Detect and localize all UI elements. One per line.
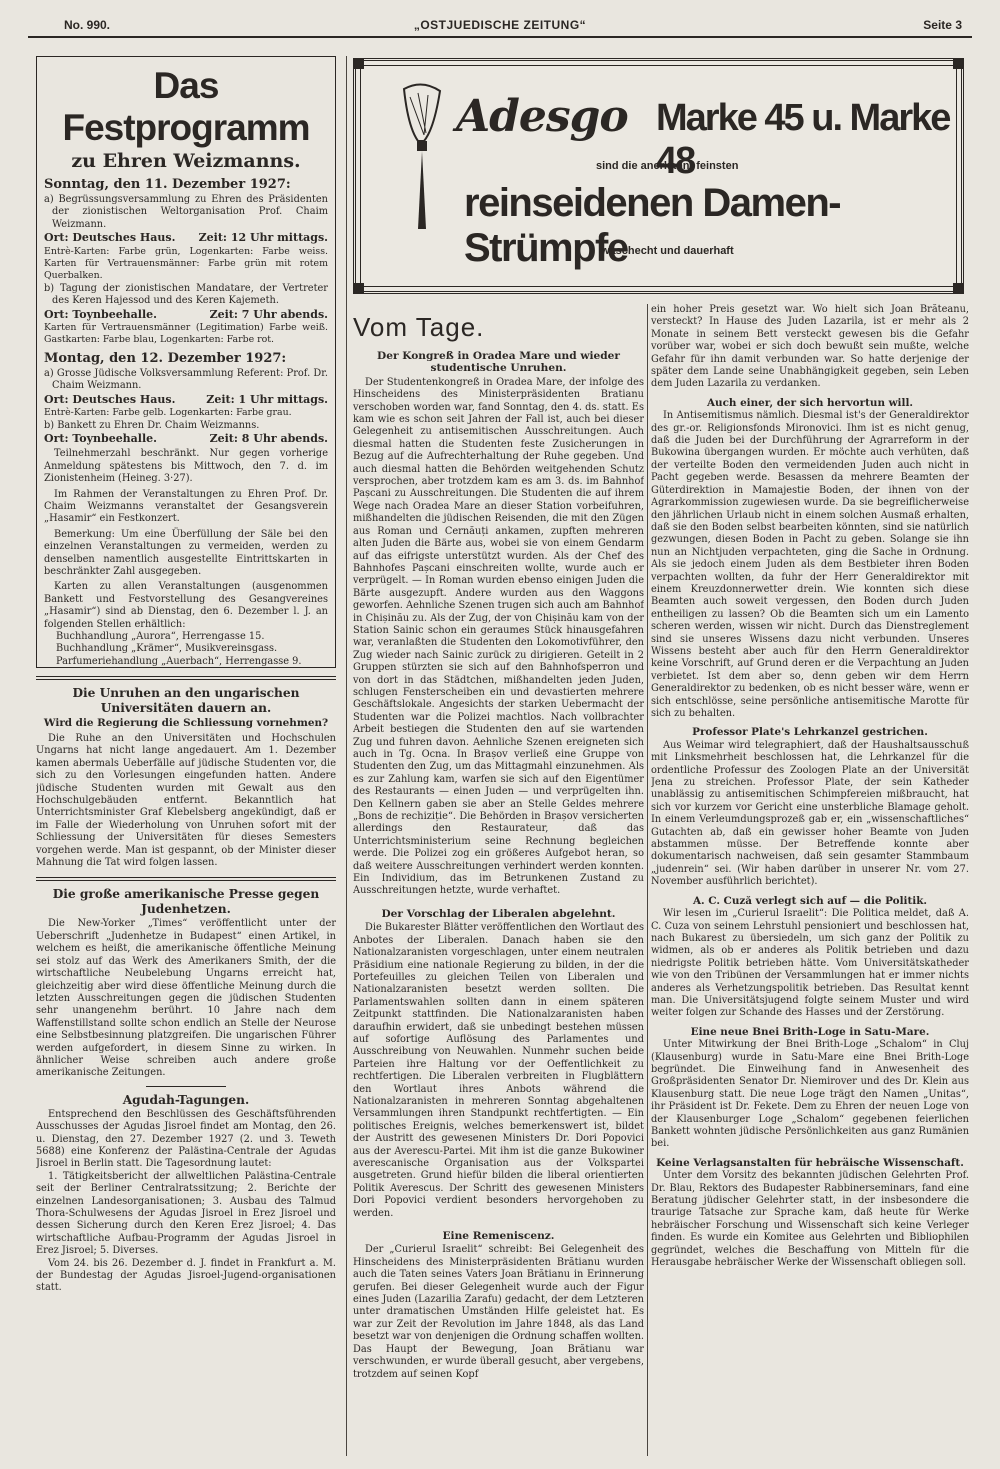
article-headline: Agudah-Tagungen. [122, 1092, 250, 1107]
article-body: Die Ruhe an den Universitäten und Hochschulen Ungarns hat nicht lange angedauert. Am 1. Dezember kamen abermals Ueberfälle auf jüdische Studenten vor, die sich zu den Vorlesungen eingefunden hatten. Andere jüdische Studenten wurden mit Gewalt aus den Hochschulgebäuden entfernt. Bekanntlich hat Unterrichtsminister Graf Klebelsberg angekündigt, daß er im Falle der Wiederholung von Unruhen sofort mit der Schliessung der Universitäten für dieses Semesters vorgehen werde. Man ist gespannt, ob der Minister dieser Mahnung die Tat wird folgen lassen. [36, 733, 336, 869]
article-headline: Auch einer, der sich hervortun will. [706, 396, 914, 409]
ad-tagline: waschecht und dauerhaft [601, 245, 734, 257]
issue-number: No. 990. [64, 18, 111, 32]
article-headline: Professor Plate's Lehrkanzel gestrichen. [692, 726, 928, 739]
article-body: Die Bukarester Blätter veröffentlichen den Wortlaut des Anbotes der Liberalen. Danach haben sie den Nationalzaranisten vorgeschlagen, unter einem neutralen Präsidium eine nationale Regierung zu bilden, in der die Portefeuilles zu gleichen Teilen von Liberalen und Nationalzaranisten besetzt werden sollten. Die Parlamentswahlen sollten dann in einem späteren Zeitpunkt stattfinden. Die Nationalzaranisten haben daraufhin erwidert, daß sie unbedingt bestehen müssen auf sofortige Auflösung des Parlamentes und Ausschreibung von Neuwahlen. Nunmehr suchen beide Parteien ihre Haltung vor der Oeffentlichkeit zu rechtfertigen. Die Liberalen verbreiten in Flugblättern den Wortlaut ihres Anbots während die Nationalzaranisten in mehreren Sonntag abgehaltenen Versammlungen ihren Standpunkt rechtfertigten. — Ein politisches Ereignis, welches bemerkenswert ist, bildet der Austritt des gewesenen Ministers Dr. Dori Popovici aus der Averescu-Partei. Mit ihm ist die ganze Bukowiner averescanische Organisation aus der Volkspartei ausgetreten. Grund hiefür bilden die liberal orientierten Politik Averescus. Der Schritt des gewesenen Ministers Dori Popovici verdient besonders hervorgehoben zu werden. [353, 922, 644, 1219]
article-body: Unter dem Vorsitz des bekannten jüdischen Gelehrten Prof. Dr. Blau, Rektors des Budapester Rabbinerseminars, fand eine Beratung jüdischer Gelehrter statt, in der insbesondere die traurige Tatsache zur Sprache kam, daß heute für Werke hebräischer Forschung und Wissenschaft sich keine Verleger finden. Es wurde ein Komitee aus Gelehrten und Bibliophilen gegründet, welches die Beschaffung von Mitteln für die Herausgabe hebräischer Werke der Wissenschaft obliegen soll. [651, 1170, 969, 1269]
article-headline: Eine neue Bnei Brith-Loge in Satu-Mare. [690, 1025, 930, 1038]
corner-ornament [354, 59, 364, 69]
day2-date: Montag, den 12. Dezember 1927: [44, 350, 287, 366]
article-body: Der „Curierul Israelit“ schreibt: Bei Gelegenheit des Hinscheidens des Ministerpräsidenten Brătianu wurden auch die Taten seines Vaters Joan Brătianu in Erinnerung gerufen. Bei dieser Gelegenheit wurde auch der Figur eines Juden (Lazarilia Zarafu) gedacht, der dem Letzteren unter dramatischen Umständen Hilfe geleistet hat. Es war zur Zeit der Revolution im Jahre 1848, als das Land besetzt war von denjenigen die Ordnung schaffen wollten. Das Haupt der Bewegung, Joan Brătianu war verschwunden, er wurde überall gesucht, aber vergebens, trotzdem auf seinen Kopf [353, 1244, 644, 1380]
article-body: Aus Weimar wird telegraphiert, daß der Haushaltsausschuß mit Linksmehrheit beschlossen hat, die Lehrkanzel für die ordentliche Professur des Zoologen Plate an der Universität Jena zu streichen. Professor Plate, der sein Katheder unablässig zu antisemitischen Schimpfereien mißbraucht, hat sich vor kurzem vor Gericht eine unsterbliche Blamage geholt. In einem Verleumdungsprozeß gab er, ein „wissenschaftliches“ Gutachten ab, daß ein gewisser hoher Beamte von Juden abstammen müsse. Der Betreffende konnte aber dokumentarisch nachweisen, daß sein gesamter Stammbaum „judenrein“ sei. (Wir haben darüber in unserer Nr. vom 27. November ausführlich berichtet). [651, 739, 969, 888]
program-note: Im Rahmen der Veranstaltungen zu Ehren Prof. Dr. Chaim Weizmanns veranstaltet der Gesangsverein „Hasamir“ ein Festkonzert. [44, 488, 328, 525]
shop-item: Buchhandlung „Aurora“, Herrengasse 15. [56, 631, 265, 642]
article-body: Entsprechend den Beschlüssen des Geschäftsführenden Ausschusses der Agudas Jisroel findet am Montag, den 26. u. Dienstag, den 27. Dezember 1927 (2. und 3. Teweth 5688) eine Konferenz der Palästina-Centrale der Agudas Jisroel in Berlin statt. Die Tagesordnung lautet: [36, 1108, 336, 1170]
brush-icon [394, 79, 450, 239]
time-label: Zeit: 8 Uhr abends. [209, 431, 328, 445]
article-headline: Die große amerikanische Presse gegen Judenhetzen. [52, 887, 320, 917]
article-headline: Der Kongreß in Oradea Mare und wieder studentische Unruhen. [377, 350, 620, 375]
ad-brand: Adesgo [456, 91, 628, 142]
article-subheadline: Wird die Regierung die Schliessung vornehmen? [43, 717, 329, 729]
day1-date: Sonntag, den 11. Dezember 1927: [44, 177, 291, 192]
corner-ornament [953, 59, 963, 69]
corner-ornament [354, 283, 364, 293]
ad-marke: Marke 45 u. Marke 48 [656, 97, 950, 182]
article-body: Unter Mitwirkung der Bnei Brith-Loge „Schalom“ in Cluj (Klausenburg) wurde in Satu-Mare eine Bnei Brith-Loge begründet. Die Einweihung fand in Anwesenheit des Großpräsidenten Senator Dr. Niemirover und des Dr. Klein aus Klausenburg statt. Die neue Loge trägt den Namen „Unitas“, ihr Präsident ist Dr. Fekete. Dem zu Ehren der neuen Loge von der Klausenburger Loge „Schalom“ gegebenen feierlichen Bankett wohnten jüdische Persönlichkeiten aus ganz Rumänien bei. [651, 1039, 969, 1150]
page-header [28, 14, 972, 38]
column-middle [353, 312, 644, 1452]
festprogramm-box [36, 56, 336, 668]
time-label: Zeit: 12 Uhr mittags. [198, 231, 328, 245]
article-body: Vom 24. bis 26. Dezember d. J. findet in Frankfurt a. M. der Bundestag der Agudas Jisroel-Jugend-organisationen statt. [36, 1257, 336, 1294]
article-body: Der Studentenkongreß in Oradea Mare, der infolge des Hinscheidens des Ministerpräsidenten Bratianu verschoben worden war, fand Sonntag, den 4. ds. statt. Es kam wie es schon seit Jahren der Fall ist, auch bei dieser Gelegenheit zu antisemitischen Ausschreitungen. Auch diesmal hatten die Studenten feste Zusicherungen in Bezug auf die Aufrechterhaltung der Ruhe gegeben. Und auch diesmal hatten die Behörden weitgehenden Schutz versprochen, aber trotzdem kam es am 3. ds. im Bahnhof Pașcani zu Ausschreitungen. Die Studenten die auf ihrem Wege nach Oradea Mare an dieser Station vorbeifuhren, mißhandelten die jüdischen Reisenden, die mit den Zügen aus Roman und Cernăuți ankamen, zupften mehreren alten Juden die Bärte aus, wobei sie von einem Gendarm auf das eifrigste unterstützt wurden. Als der Chef des Bahnhofes Pașcani einschreiten wollte, wurde auch er verprügelt. — In Roman wurden ebenso einigen Juden die Bärte ausgezupft. Andere wurden aus den Waggons geworfen. Aehnliche Szenen trugen sich auch am Bahnhof in Chișinău zu. Als der Zug, der von Chișinău kam von der Station Sainic schon ein geraumes Stück hinausgefahren war, veranlaßten die Studenten den Lokomotivführer, den Zug wieder nach Sainic zurück zu dirigieren. Geteilt in 2 Gruppen stürzten sie sich auf den Bahnhofsperron und von dort in das Städtchen, mißhandelten jeden Juden, schlugen Fensterscheiben ein und devastierten mehrere Geschäftslokale. Angesichts der starken Uebermacht der Studenten war die Polizei machtlos. Nach vollbrachter Arbeit bestiegen die Studenten den auf sie wartenden Zug und fuhren davon. Aehnliche Szenen ereigneten sich auch in Tg. Ocna. In Brașov verließ eine Gruppe von Studenten den Zug, um das Mittagmahl einzunehmen. Als es zur Zahlung kam, warfen sie sich auf den Eigentümer des Restaurants — einen Juden — und verprügelten ihn. Den Kellnern gaben sie aber an Stelle Geldes mehrere „Bons de rechiziție“. Die Behörden in Brașov versicherten allerdings den Restaurateur, daß das Unterrichtsministerium seine Rechnung begleichen werde. Die Polizei zog ein größeres Aufgebot heran, so daß weitere Ausschreitungen verhindert werden konnten. Ein Individium, das im Betrunkenen Zustand zu Ausschreitungen hetzte, wurde verhaftet. [353, 376, 644, 897]
article-headline: A. C. Cuză verlegt sich auf — die Politik. [692, 894, 928, 907]
program-place [44, 394, 328, 406]
article-headline: Die Unruhen an den ungarischen Universitäten dauern an. [72, 686, 300, 715]
divider [36, 676, 336, 680]
place-label: Ort: Deutsches Haus. [44, 392, 176, 406]
festprogramm-subtitle: zu Ehren Weizmanns. [71, 150, 301, 172]
program-place [44, 232, 328, 244]
corner-ornament [953, 283, 963, 293]
column-left [36, 56, 336, 1295]
time-label: Zeit: 1 Uhr mittags. [206, 392, 328, 406]
program-item: b) Bankett zu Ehren Dr. Chaim Weizmanns. [44, 419, 260, 431]
column-divider [346, 56, 347, 1456]
place-label: Ort: Deutsches Haus. [44, 231, 176, 245]
program-place [44, 309, 328, 321]
page-number: Seite 3 [923, 18, 962, 32]
divider [146, 1086, 226, 1087]
shop-list [44, 631, 328, 668]
article-headline: Keine Verlagsanstalten für hebräische Wissenschaft. [656, 1156, 964, 1169]
program-item: a) Begrüssungsversammlung zu Ehren des Präsidenten der zionistischen Weltorganisation Prof. Chaim Weizmann. [44, 194, 328, 230]
column-right [651, 304, 969, 1454]
article-body: Wir lesen im „Curierul Israelit“: Die Politica meldet, daß A. C. Cuza von seinem Lehrstuhl pensioniert und beschlossen hat, nach Bukarest zu übersiedeln, um sich ganz der Politik zu widmen, als ob er anderes als Politik betrieben und dazu niedrigste Politik betrieben hätte. Vom Universitätskatheder wie von den Tribünen der Versammlungen hat er immer nichts anderes als Verhetzungspolitik betrieben. Das Resultat kennt man. Die Universitätsjugend folgte seinem Muster und wird weiter folgen zur Schande des Hasses und der Zerstörung. [651, 908, 969, 1019]
divider [36, 877, 336, 881]
shop-item: Parfumeriehandlung „Auerbach“, Herrengasse 9. [56, 655, 302, 667]
place-label: Ort: Toynbeehalle. [44, 307, 157, 321]
program-item: b) Tagung der zionistischen Mandatare, der Vertreter des Keren Hajessod und des Keren Kajemeth. [44, 282, 328, 307]
section-title: Vom Tage. [353, 312, 485, 342]
festprogramm-title: Das Festprogramm [62, 65, 310, 148]
program-place [44, 433, 328, 445]
ad-tagline: sind die anerkannt feinsten [596, 160, 739, 172]
time-label: Zeit: 7 Uhr abends. [209, 307, 328, 321]
program-note: Karten zu allen Veranstaltungen (ausgenommen Bankett und Festvorstellung des Gesangvereines „Hasamir“) sind ab Dienstag, den 6. Dezember l. J. an folgenden Stellen erhältlich: [44, 581, 328, 630]
ticket-info: Entrè-Karten: Farbe gelb. Logenkarten: Farbe grau. [44, 407, 292, 419]
column-divider [647, 304, 648, 1456]
program-note: Bemerkung: Um eine Überfüllung der Säle bei den einzelnen Veranstaltungen zu vermeiden, werden zu denselben namentlich ausgestellte Eintrittskarten in beschränkter Zahl ausgegeben. [44, 528, 328, 577]
program-item: a) Grosse Jüdische Volksversammlung Referent: Prof. Dr. Chaim Weizmann. [44, 367, 328, 392]
article-body: Die New-Yorker „Times“ veröffentlicht unter der Ueberschrift „Judenhetze in Budapest“ einen Artikel, in welchem es heißt, die amerikanische öffentliche Meinung sei stolz auf das Werk des Amerikaners Smith, der die wirtschaftliche Neubelebung Ungarns erreicht hat, gleichzeitig aber wird diese öffentliche Meinung durch die letzten Ausschreitungen gegen die jüdischen Studenten sehr unangenehm berührt. 10 Jahre nach dem Waffenstillstand sollte schon endlich an Stelle der Neurose eine Selbstbesinnung platzgreifen. Die ungarischen Führer werden aufgefordert, in diesem Sinne zu wirken. In ähnlicher Weise schreiben auch andere große amerikanische Zeitungen. [36, 918, 336, 1079]
article-headline: Der Vorschlag der Liberalen abgelehnt. [381, 907, 616, 920]
article-headline: Eine Remeniscenz. [442, 1230, 555, 1243]
place-label: Ort: Toynbeehalle. [44, 431, 157, 445]
article-body: ein hoher Preis gesetzt war. Wo hielt sich Joan Brăteanu, versteckt? In Hause des Juden Lazarila, ist er mehr als 2 Monate in seinem Bett versteckt gewesen bis die Gefahr vorüber war, wobei er sich doch bewußt sein mußte, welche Gefahr für ihn damit verbunden war. So hatte derjenige der später dem Lande seine Unabhängigkeit gegeben, sein Leben dem Juden Lazarila zu verdanken. [651, 304, 969, 390]
shop-item: Buchhandlung „Krämer“, Musikvereinsgass. [56, 643, 278, 655]
advertisement [353, 58, 964, 294]
ad-product: reinseidenen Damen-Strümpfe [464, 181, 841, 270]
newspaper-title: „OSTJUEDISCHE ZEITUNG“ [413, 18, 587, 32]
article-body: 1. Tätigkeitsbericht der allweltlichen Palästina-Centrale seit der Berliner Centralratssitzung; 2. Berichte der einzelnen Landesorganisationen; 3. Ausbau des Talmud Thora-Schulwesens der Agudas Jisroel in Erez Jisroel und dessen Sicherung durch den Keren Erez Jisroel; 4. Das wirtschaftliche Aufbau-Programm der Agudas Jisroel in Erez Jisroel; 5. Diverses. [36, 1170, 336, 1257]
article-body: In Antisemitismus nämlich. Diesmal ist's der Generaldirektor des gr.-or. Religionsfonds Mironovici. Ihm ist es nicht genug, daß die Juden bei der Durchführung der Agrarreform in der Bukowina übergangen wurden. Er möchte auch verhüten, daß der verteilte Boden den vermeidenden Juden auch nicht in Pacht gegeben werde. Besassen da mehrere Beamten der Güterdirektion in Mamajestie Boden, der ihnen von der Agrarkommission zugewiesen wurde. Da sie begreiflicherweise den jährlichen Urlaub nicht in einem solchen Ausmaß erhalten, daß sie den Boden selbst bearbeiten könnten, sind sie natürlich gezwungen, diesen Boden in Pacht zu geben. Solange sie ihn nun an Nichtjuden verpachteten, ging die Sache in Ordnung. Als sie jedoch einem Juden als dem Bestbieter ihren Boden verpachten wollten, da fuhr der Herr Generaldirektor mit einem Kreuzdonnerwetter drein. Wie konnten sich diese Beamten auch soweit vergessen, den Boden durch Juden entheiligen zu lassen? Ob die Beamten sich um ein Lamento scheren werden, wissen wir nicht. Durch das Dienstreglement sind sie unseres Wissens dazu nicht verbunden. Unseres Wissens besteht aber auch für den Herrn Generaldirektor keine Vorschrift, auf Grund deren er die Verpachtung an Juden verbietet. Ist dem aber so, denn geben wir dem Herrn Generaldirektor zu bedenken, ob es nicht besser wäre, wenn er sich entschlösse, seine persönliche antisemitische Marotte für sich zu behalten. [651, 410, 969, 719]
ticket-info: Entrè-Karten: Farbe grün, Logenkarten: Farbe weiss. Karten für Vertrauensmänner: Farbe grün mit rotem Querbalken. [44, 245, 328, 282]
ticket-info: Karten für Vertrauensmänner (Legitimation) Farbe weiß. Gastkarten: Farbe blau, Logenkarten: Farbe rot. [44, 322, 328, 346]
program-note: Teilnehmerzahl beschränkt. Nur gegen vorherige Anmeldung spätestens bis Mittwoch, den 7. d. im Zionistenheim (Heineg. 3·27). [44, 448, 328, 485]
